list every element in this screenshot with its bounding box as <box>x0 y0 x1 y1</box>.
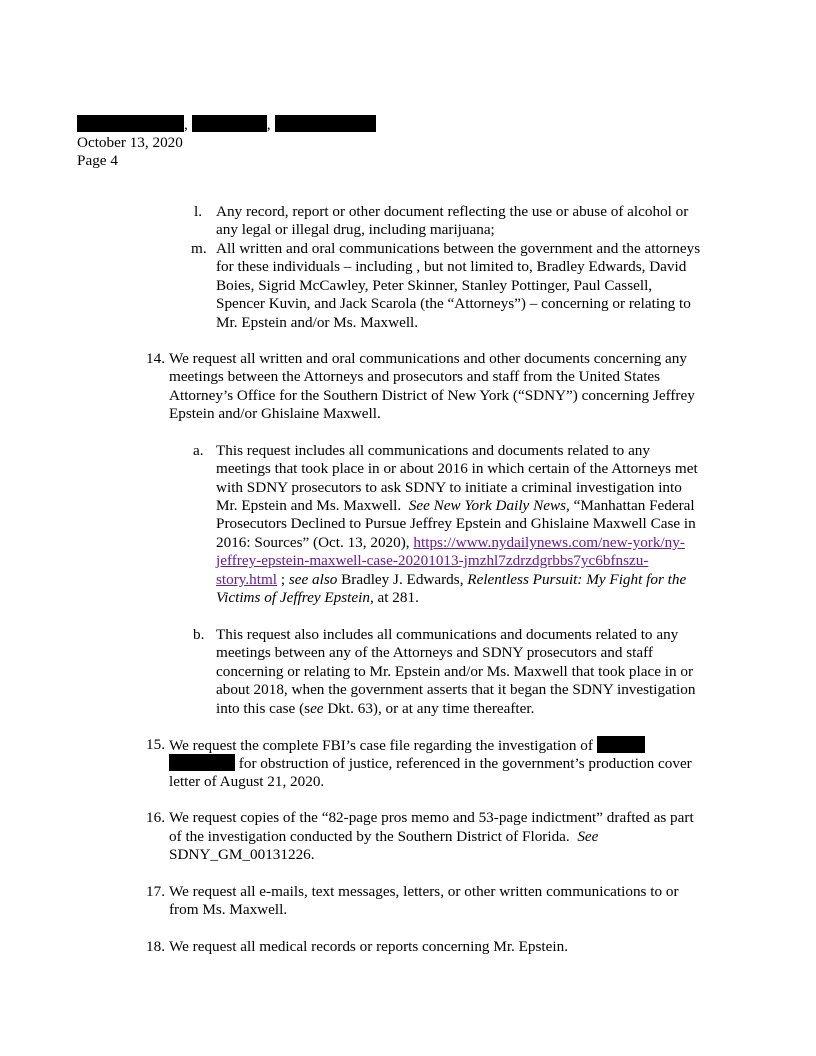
text-span: Bradley J. Edwards, <box>337 571 468 588</box>
citation-italic: ee <box>310 700 324 717</box>
item-m-text-line: Boies, Sigrid McCawley, Peter Skinner, Stanley Pottinger, Paul Cassell, <box>216 277 653 294</box>
item-15-text-line: letter of August 21, 2020. <box>169 773 325 790</box>
item-a-text-line <box>216 571 686 589</box>
redaction-block <box>275 115 376 132</box>
item-label: 15. <box>146 736 165 753</box>
item-14-text-line: meetings between the Attorneys and prosecutors and staff from the United States <box>169 368 661 385</box>
text-span: , at 281. <box>369 589 419 606</box>
item-a-text-line <box>216 497 695 515</box>
item-16-text-line: SDNY_GM_00131226. <box>169 846 315 863</box>
item-16-text-line: We request copies of the “82-page pros memo and 53-page indictment” drafted as part <box>169 809 694 826</box>
item-a-text-line <box>216 534 685 552</box>
item-label: 16. <box>146 809 165 826</box>
text-span: ; <box>277 571 289 588</box>
item-a-text-line <box>216 552 648 570</box>
item-b-text-line: This request also includes all communications and documents related to any <box>216 626 679 643</box>
item-label: m. <box>191 240 207 257</box>
item-b-text-line <box>216 700 534 718</box>
item-label: 18. <box>146 938 165 955</box>
item-label: l. <box>194 203 203 220</box>
citation-italic: see also <box>288 571 338 588</box>
text-span: Dkt. 63), or at any time thereafter. <box>323 700 535 717</box>
separator: , <box>184 116 188 133</box>
item-label: b. <box>193 626 205 643</box>
item-14-text-line: We request all written and oral communications and other documents concerning any <box>169 350 687 367</box>
citation-italic: See New York Daily News <box>408 497 566 514</box>
redaction-block <box>597 736 645 753</box>
item-a-text-line: with SDNY prosecutors to ask SDNY to initiate a criminal investigation into <box>216 479 682 496</box>
item-l-text-line: any legal or illegal drug, including marijuana; <box>216 221 495 238</box>
item-18-text-line: We request all medical records or reports concerning Mr. Epstein. <box>169 938 568 955</box>
article-link[interactable]: story.html <box>216 571 278 588</box>
item-m-text-line: All written and oral communications between the government and the attorneys <box>216 240 701 257</box>
text-span: for obstruction of justice, referenced in the government’s production cover <box>235 755 692 772</box>
item-label: a. <box>193 442 204 459</box>
item-a-text-line <box>216 589 419 607</box>
item-m-text-line: Mr. Epstein and/or Ms. Maxwell. <box>216 314 419 331</box>
item-b-text-line: meetings between any of the Attorneys and SDNY prosecutors and staff <box>216 644 653 661</box>
redaction-block <box>192 115 267 132</box>
item-a-text-line: Prosecutors Declined to Pursue Jeffrey Epstein and Ghislaine Maxwell Case in <box>216 515 696 532</box>
item-m-text-line: Spencer Kuvin, and Jack Scarola (the “Attorneys”) – concerning or relating to <box>216 295 691 312</box>
item-14-text-line: Epstein and/or Ghislaine Maxwell. <box>169 405 381 422</box>
text-span: , “Manhattan Federal <box>566 497 695 514</box>
letter-date: October 13, 2020 <box>77 134 183 151</box>
text-span: of the investigation conducted by the Southern District of Florida. <box>169 828 570 845</box>
item-15-text-line <box>169 736 645 755</box>
page-number: Page 4 <box>77 152 118 169</box>
text-span: Mr. Epstein and Ms. Maxwell. <box>216 497 402 514</box>
article-link[interactable]: jeffrey-epstein-maxwell-case-20201013-jmzhl7zdrzdgrbbs7yc6bfnszu- <box>216 552 649 569</box>
text-span: 2016: Sources” (Oct. 13, 2020), <box>216 534 414 551</box>
book-title: Relentless Pursuit: My Fight for the <box>467 571 687 588</box>
item-17-text-line: We request all e-mails, text messages, letters, or other written communications to or <box>169 883 679 900</box>
item-16-text-line <box>169 828 598 846</box>
citation-italic: See <box>577 828 599 845</box>
item-15-text-line <box>169 754 692 773</box>
item-m-text-line: for these individuals – including , but not limited to, Bradley Edwards, David <box>216 258 687 275</box>
article-link[interactable]: https://www.nydailynews.com/new-york/ny- <box>413 534 685 551</box>
separator: , <box>266 116 271 133</box>
item-a-text-line: This request includes all communications and documents related to any <box>216 442 650 459</box>
item-b-text-line: concerning or relating to Mr. Epstein and/or Ms. Maxwell that took place in or <box>216 663 694 680</box>
text-span: into this case (s <box>216 700 311 717</box>
redacted-addressee-line <box>77 115 376 134</box>
item-l-text-line: Any record, report or other document reflecting the use or abuse of alcohol or <box>216 203 689 220</box>
redaction-block <box>77 115 184 132</box>
item-17-text-line: from Ms. Maxwell. <box>169 901 288 918</box>
redaction-block <box>169 754 235 771</box>
item-label: 14. <box>146 350 165 367</box>
item-a-text-line: meetings that took place in or about 2016 in which certain of the Attorneys met <box>216 460 698 477</box>
item-label: 17. <box>146 883 165 900</box>
item-14-text-line: Attorney’s Office for the Southern District of New York (“SDNY”) concerning Jeffrey <box>169 387 695 404</box>
text-span: We request the complete FBI’s case file regarding the investigation of <box>169 737 593 754</box>
item-b-text-line: about 2018, when the government asserts that it began the SDNY investigation <box>216 681 696 698</box>
book-title: Victims of Jeffrey Epstein <box>216 589 370 606</box>
